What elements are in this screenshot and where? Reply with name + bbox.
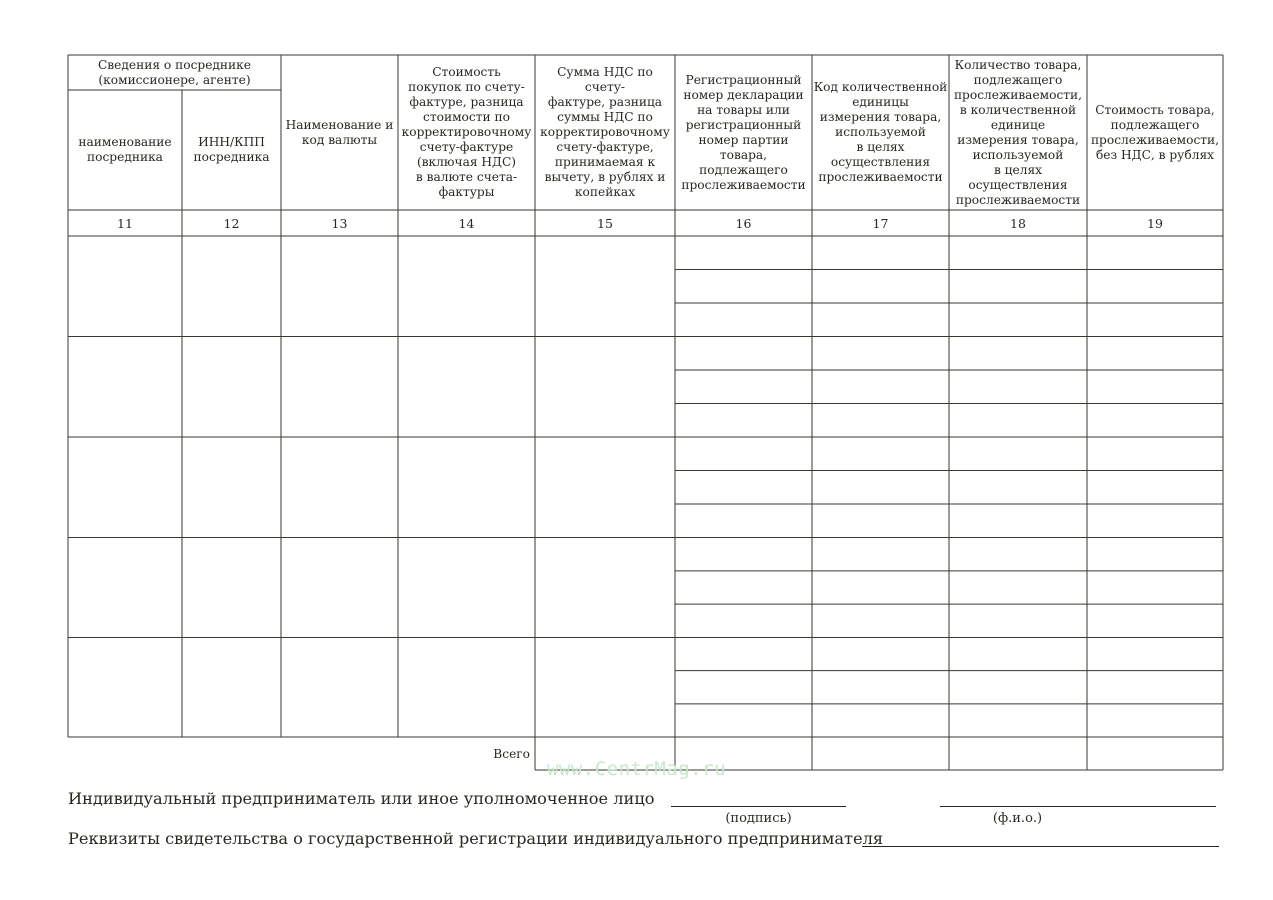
column-number: 11 xyxy=(117,215,133,231)
column-number: 14 xyxy=(458,215,475,231)
header-col-14: Стоимость покупок по счету- фактуре, разница стоимости по корректировочному счету-фактуре (включая НДС) в валюте счета- фактуры xyxy=(401,65,532,199)
header-col-11: наименование посредника xyxy=(78,135,172,164)
column-number: 17 xyxy=(872,215,889,231)
column-number: 13 xyxy=(331,215,348,231)
signature-line[interactable] xyxy=(671,806,846,807)
header-col-13: Наименование и код валюты xyxy=(285,117,394,147)
header-col-17: Код количественной единицы измерения товара, используемой в целях осуществления прослеживаемости xyxy=(813,80,948,184)
column-number: 18 xyxy=(1010,215,1026,231)
watermark: www.CentrMag.ru xyxy=(546,758,727,780)
header-col-15: Сумма НДС по счету- фактуре, разница суммы НДС по корректировочному счету-фактуре, принимаемая к вычету, в рублях и копейках xyxy=(540,65,670,199)
column-number: 16 xyxy=(735,215,752,231)
total-label: Всего xyxy=(493,747,530,761)
column-number: 12 xyxy=(223,215,240,231)
header-col-16: Регистрационный номер декларации на товары или регистрационный номер партии товара, подлежащего прослеживаемости xyxy=(681,72,806,192)
signature-caption: (подпись) xyxy=(725,811,792,826)
header-col-19: Стоимость товара, подлежащего прослеживаемости, без НДС, в рублях xyxy=(1090,102,1220,162)
column-number: 15 xyxy=(597,215,613,231)
header-intermediary-group: Сведения о посреднике (комиссионере, агенте) xyxy=(97,57,252,87)
requisites-label: Реквизиты свидетельства о государственной регистрации индивидуального предпринимателя xyxy=(68,829,884,848)
requisites-line[interactable] xyxy=(862,846,1219,847)
header-col-12: ИНН/КПП посредника xyxy=(193,135,270,164)
header-col-18: Количество товара, подлежащего прослеживаемости, в количественной единице измерения товара, используемой в целях осуществления прослеживаемости xyxy=(953,57,1083,207)
full-name-caption: (ф.и.о.) xyxy=(992,811,1043,826)
signatory-label: Индивидуальный предприниматель или иное уполномоченное лицо xyxy=(68,789,655,808)
column-number: 19 xyxy=(1147,215,1163,231)
full-name-line[interactable] xyxy=(940,806,1216,807)
